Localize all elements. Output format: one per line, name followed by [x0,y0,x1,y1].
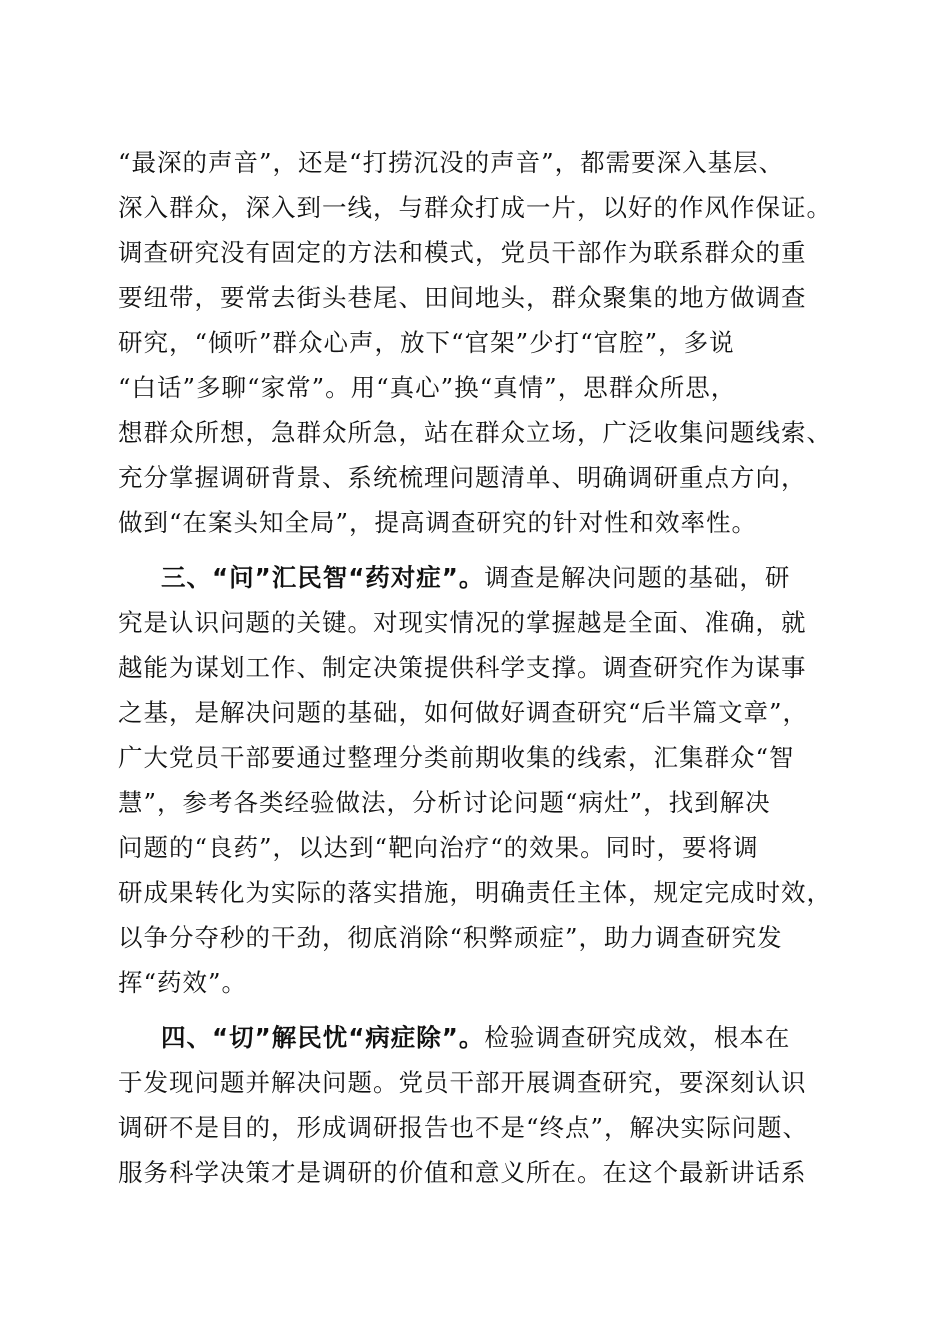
paragraph-spacer [118,545,830,555]
text-line: 于发现问题并解决问题。党员干部开展调查研究，要深刻认识 [118,1068,807,1097]
text-line: 问题的“良药”，以达到“靶向治疗“的效果。同时，要将调 [118,833,759,862]
paragraph-first-line [118,555,830,600]
text-line: 服务科学决策才是调研的价值和意义所在。在这个最新讲话系 [118,1158,807,1187]
text-line: 研成果转化为实际的落实措施，明确责任主体，规定完成时效， [118,878,832,907]
text-line: 深入群众，深入到一线，与群众打成一片，以好的作风作保证。 [118,193,832,222]
text-line: 之基，是解决问题的基础，如何做好调查研究“后半篇文章”， [118,698,809,727]
paragraph-2 [118,555,830,1005]
text-line: 调研不是目的，形成调研报告也不是“终点”，解决实际问题、 [118,1113,809,1142]
text-line: 越能为谋划工作、制定决策提供科学支撑。调查研究作为谋事 [118,653,807,682]
paragraph-3 [118,1015,830,1195]
text-line: 充分掌握调研背景、系统梳理问题清单、明确调研重点方向， [118,463,807,492]
text-line: 调查研究没有固定的方法和模式，党员干部作为联系群众的重 [118,238,807,267]
text-line: 要纽带，要常去街头巷尾、田间地头，群众聚集的地方做调查 [118,283,807,312]
text-line: 以争分夺秒的干劲，彻底消除“积弊顽症”，助力调查研究发 [118,923,783,952]
paragraph-first-line [118,1015,830,1060]
text-line: 研究，“倾听”群众心声，放下“官架”少打“官腔”，多说 [118,328,735,357]
section-heading-three: 三、“问”汇民智“药对症”。 [161,563,485,592]
text-line: 究是认识问题的关键。对现实情况的掌握越是全面、准确，就 [118,608,807,637]
paragraph-1 [118,140,830,545]
text-line: 做到“在案头知全局”，提高调查研究的针对性和效率性。 [118,508,758,537]
text-line: 广大党员干部要通过整理分类前期收集的线索，汇集群众“智 [118,743,795,772]
text-line: 挥“药效”。 [118,968,248,997]
text-line: 慧”，参考各类经验做法，分析讨论问题“病灶”，找到解决 [118,788,771,817]
document-body [118,140,830,1195]
section-heading-four: 四、“切”解民忧“病症除”。 [161,1023,485,1052]
paragraph-spacer [118,1005,830,1015]
text-line: “最深的声音”，还是“打捞沉没的声音”，都需要深入基层、 [118,148,785,177]
text-line: 想群众所想，急群众所急，站在群众立场，广泛收集问题线索、 [118,418,832,447]
text-run: 调查是解决问题的基础，研 [484,563,791,592]
text-run: 检验调查研究成效，根本在 [484,1023,791,1052]
text-line: “白话”多聊“家常”。用“真心”换“真情”，思群众所思， [118,373,737,402]
